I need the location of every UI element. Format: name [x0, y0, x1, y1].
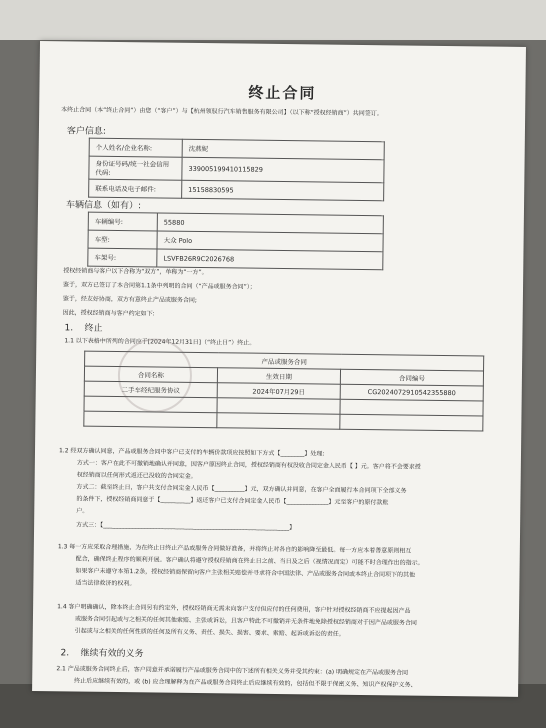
- vehicle-heading: 车辆信息（如有）:: [65, 200, 142, 212]
- section-2-heading: [60, 645, 143, 659]
- party-line: 因此，授权经销商与客户约定如下:: [62, 309, 155, 318]
- party-line: 授权经销商与客户以下合称为“双方”，单称为“一方”。: [63, 267, 208, 277]
- section-number: 1.: [64, 323, 74, 334]
- party-line: 鉴于，双方已签订了本合同第1.1条中列明的合同（“产品或服务合同”）；: [62, 281, 256, 291]
- section-1-heading: [64, 320, 102, 333]
- clause-1-4-line: 引起或与之相关的任何性质的任何及所有义务、责任、损失、损害、要求、索赔、起诉或诉讼的责任。: [74, 627, 345, 638]
- clause-1-3-line: 1.3 每一方应采取合理措施，为在终止日终止产品或服务合同做好准备，并将终止对各自的影响降至最低。每一方应本着善意原则相互: [57, 543, 412, 555]
- document-title: 终止合同: [248, 83, 317, 103]
- clause-1-4-line: 或服务合同引起或与之相关的任何其他索赔、主张或诉讼，且客户特此不可撤销并无条件地免除授权经销商对于因产品或服务合同: [74, 615, 417, 627]
- clause-1-1: 1.1 以下表格中所列的合同应于[2024年12月31日]（“终止日”）终止。: [64, 337, 256, 347]
- clause-1-3-line: 配合，确保终止程序的顺利开展。客户确认将遵守授权经销商在终止日之前、当日及之后（视情况而定）可能不时合理作出的指示。: [75, 555, 424, 567]
- vehicle-label: 车辆编号:: [88, 212, 157, 231]
- product-table-header: 合同名称: [84, 366, 217, 383]
- clause-1-2-line: 户。: [76, 507, 89, 515]
- product-table-cell: CG2024072910542355880: [340, 384, 483, 401]
- clause-1-2-line: 权经销商以任何形式返还已没收的合同定金。: [76, 471, 197, 480]
- clause-1-2-line: 1.2 经双方确认同意，产品或服务合同中客户已支付的车辆价款项应按照如下方式【________】处理:: [58, 447, 325, 458]
- product-table-header: 生效日期: [217, 368, 340, 385]
- vehicle-value: LSVFB26R9C2026768: [157, 249, 383, 270]
- background-top: [0, 0, 546, 40]
- customer-heading: 客户信息:: [66, 126, 107, 137]
- product-contract-table: [83, 351, 484, 432]
- clause-2-1-line: 2.1 产品或服务合同终止后，客户同意并承诺履行产品或服务合同中的下述所有相关义务并受其约束：(a) 明确规定在产品或服务合同: [56, 665, 409, 677]
- vehicle-value: 大众 Polo: [157, 231, 383, 252]
- clause-2-1-line: 终止后应继续有效的，或 (b) 应合理解释为在产品或服务合同终止后应继续有效的，包括但不限于保密义务、知识产权保护义务、: [74, 677, 417, 689]
- product-table-caption: 产品或服务合同: [85, 351, 484, 371]
- contract-paper: [32, 41, 526, 697]
- customer-label: 个人姓名/企业名称:: [89, 138, 182, 157]
- customer-label: 身份证号码/统一社会信用代码:: [89, 156, 182, 180]
- product-table-cell: 2024年07月29日: [217, 383, 340, 400]
- clause-1-2-line: 的条件下，授权经销商同意于【__________】返还客户已支付合同定金人民币【______________】元至客户的原付款账: [76, 495, 389, 507]
- party-line: 鉴于，经友好协商，双方有意终止产品或服务合同;: [62, 295, 197, 304]
- section-title: 终止: [84, 323, 103, 334]
- vehicle-value: 55880: [157, 213, 383, 234]
- intro-paragraph: 本终止合同（本“终止合同”）由您（“客户”）与【杭州领驭行汽车销售服务有限公司】（以下称“授权经销商”）共同签订。: [61, 106, 383, 118]
- clause-1-3-line: 适当法律救济的权利。: [75, 579, 136, 588]
- section-number: 2.: [60, 648, 70, 659]
- clause-1-2-line: 方式一：客户在此不可撤销地确认并同意，因客户原因终止合同，授权经销商有权没收合同定金人民币【 】元。客户将不会要求授: [76, 459, 421, 471]
- vehicle-label: 车架号:: [88, 248, 157, 267]
- product-table-header: 合同编号: [340, 369, 483, 386]
- vehicle-label: 车型:: [88, 230, 157, 249]
- clause-1-2-line: 方式二：截至终止日，客户共支付合同定金人民币【__________】元，双方确认并同意，在客户全面履行本合同项下全部义务: [76, 483, 407, 495]
- clause-1-4-line: 1.4 客户明确确认，除本终止合同另有约定外，授权经销商无需未向客户支付但应付的任何费用，客户针对授权经销商不应提起因产品: [57, 603, 411, 615]
- customer-value: 沈燕妮: [182, 139, 384, 159]
- clause-1-3-line: 如果客户未遵守本第1.2条，授权经销商保留向客户主张相关赔偿并寻求符合中国法律、产品或服务合同或本终止合同项下的其他: [75, 567, 416, 579]
- clause-1-2-line: 方式三：【______________________________________________________________】: [76, 521, 296, 532]
- customer-table: [88, 138, 385, 202]
- vehicle-table: [87, 212, 384, 271]
- product-table-cell: 二手车经纪服务协议: [84, 381, 217, 398]
- section-title: 继续有效的义务: [80, 648, 144, 660]
- customer-value: 339005199410115829: [182, 157, 384, 182]
- customer-label: 联系电话及电子邮件:: [89, 179, 182, 198]
- customer-value: 15158830595: [182, 180, 384, 200]
